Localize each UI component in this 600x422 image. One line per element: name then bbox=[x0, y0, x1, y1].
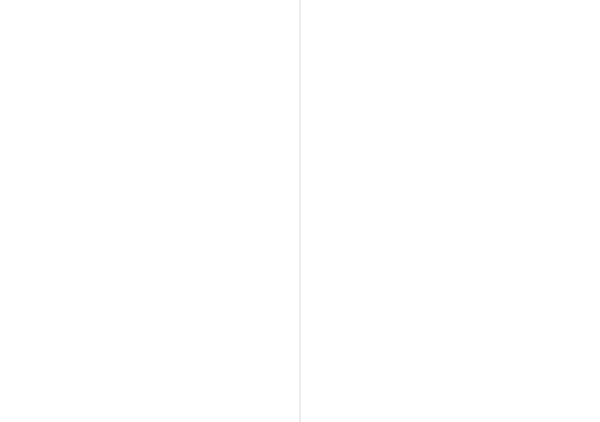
right-page-body bbox=[322, 34, 578, 370]
left-page-body bbox=[26, 34, 278, 370]
right-folio bbox=[564, 397, 576, 406]
right-page bbox=[300, 0, 600, 422]
left-folio bbox=[24, 397, 36, 406]
